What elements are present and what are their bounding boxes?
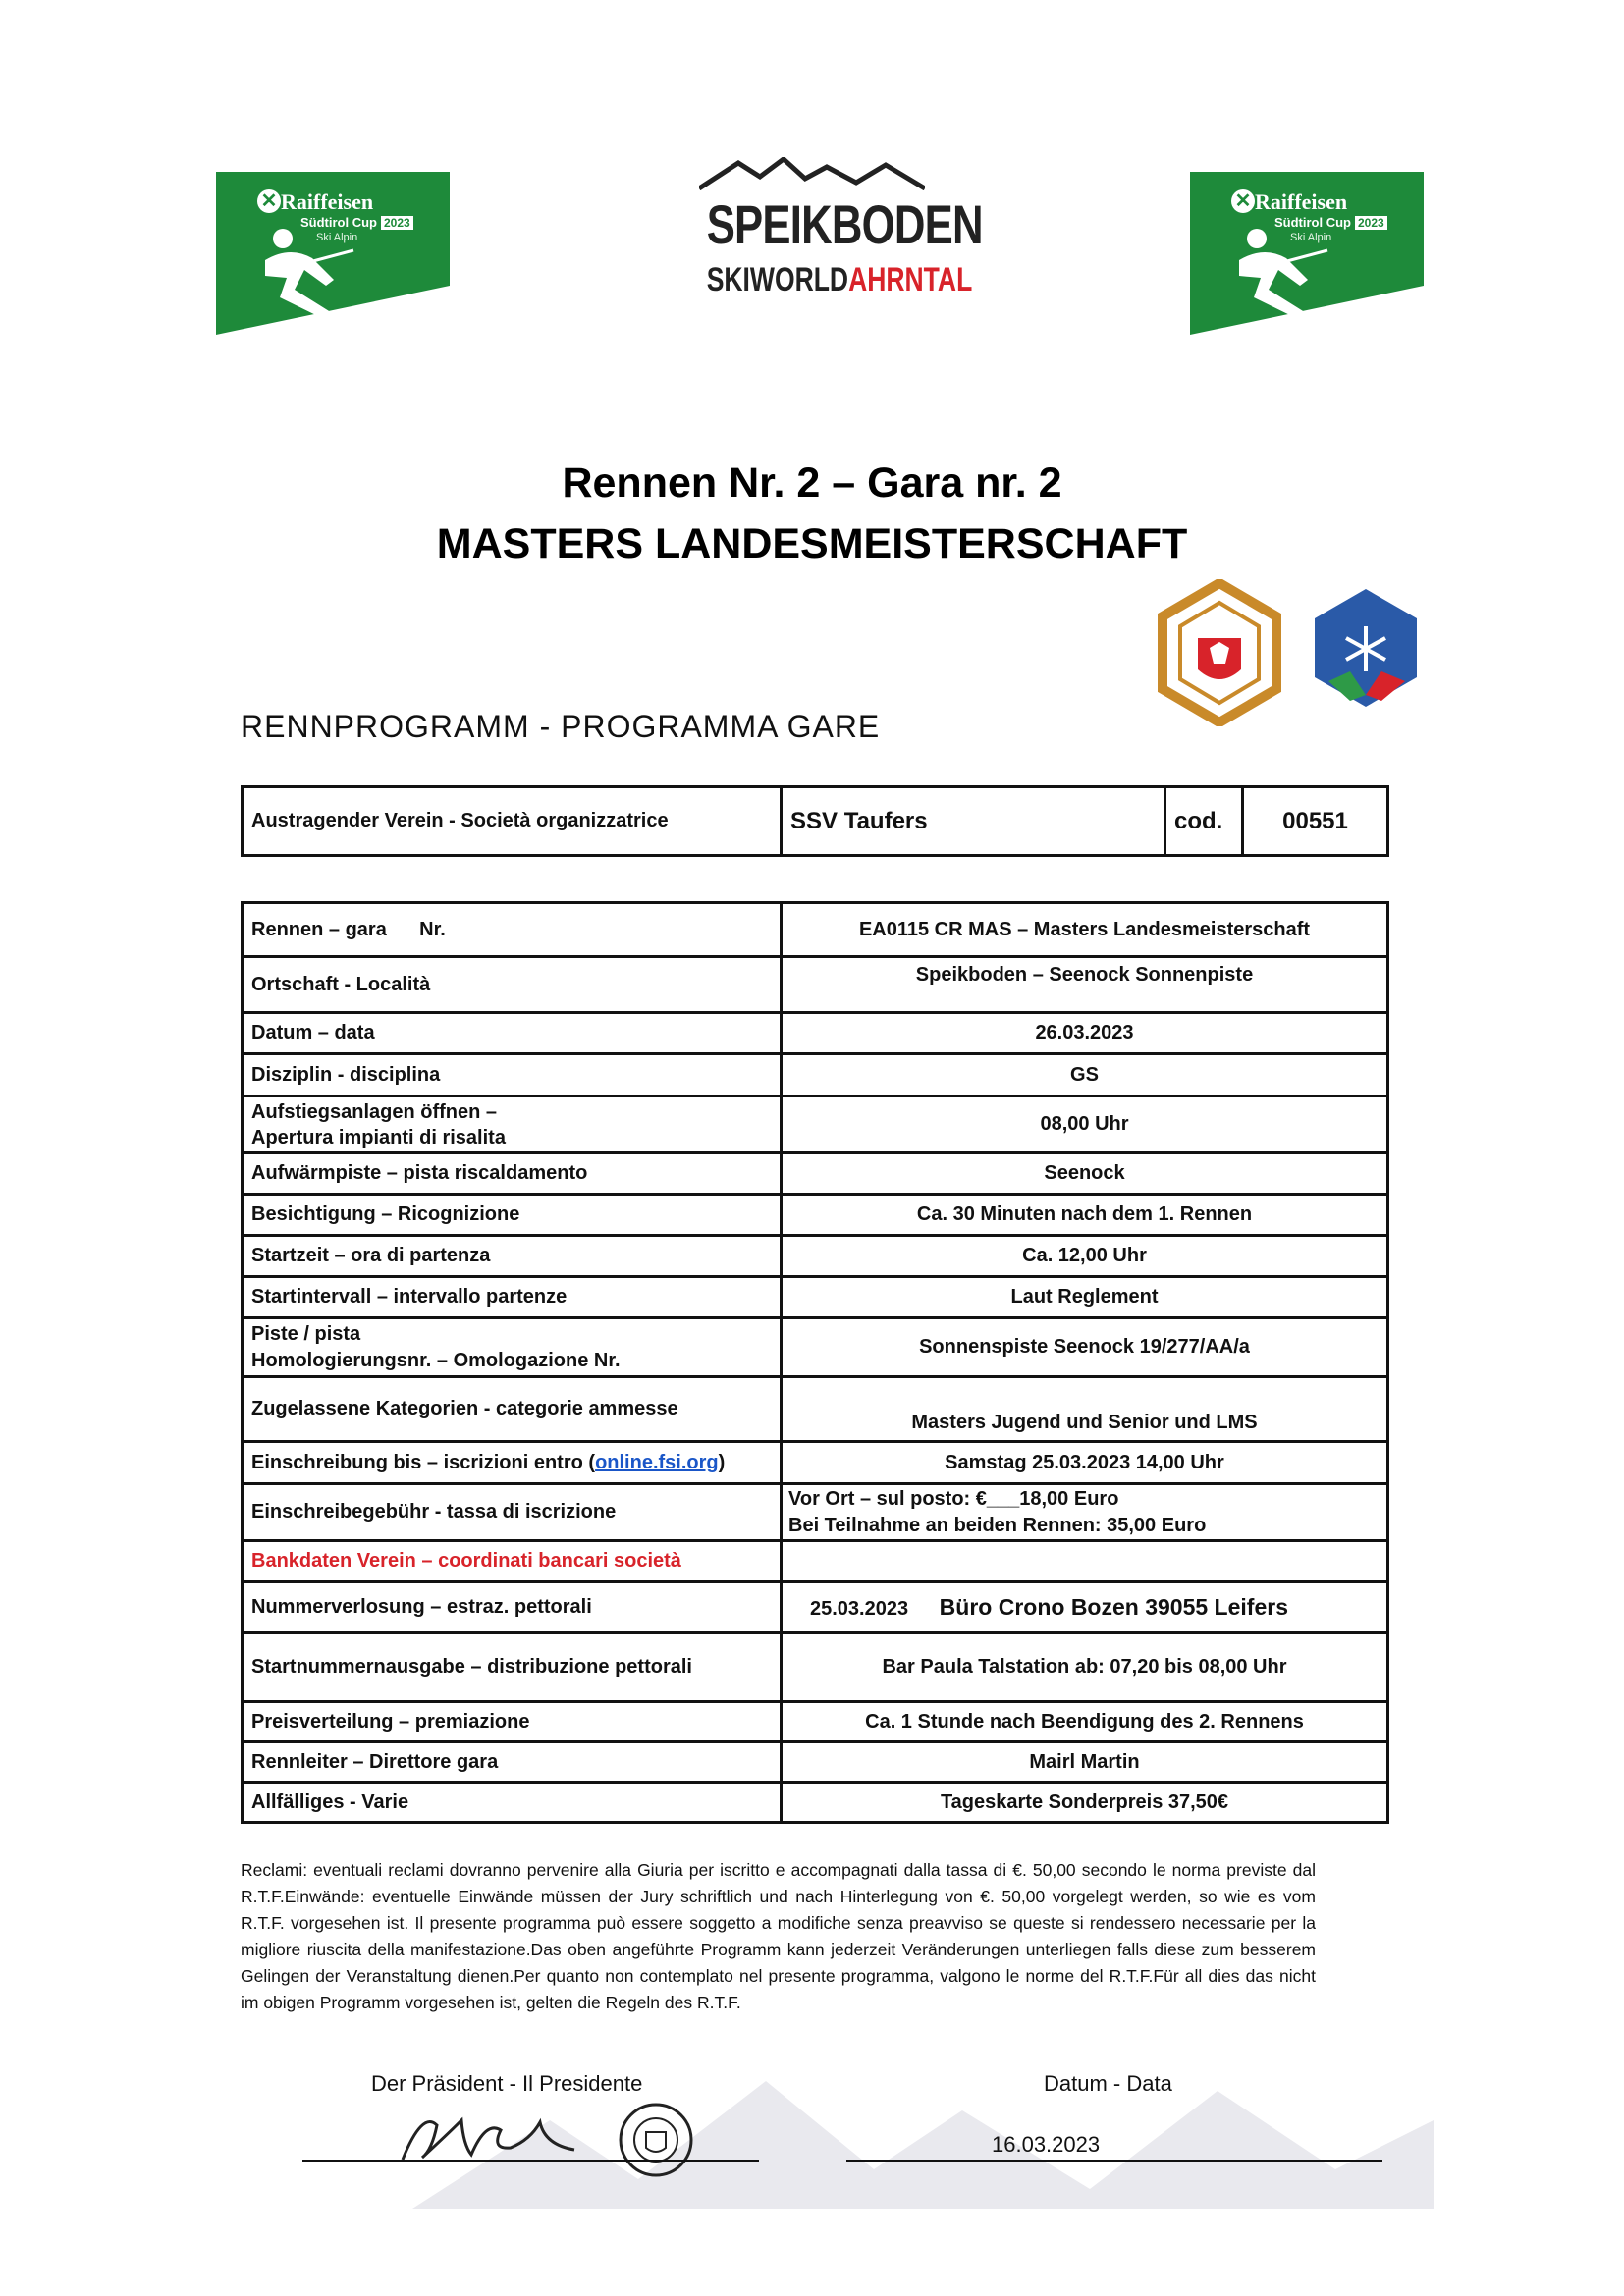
row-value-fee <box>782 1484 1388 1541</box>
snow-wedge <box>216 276 450 335</box>
row-label-date: Datum – data <box>243 1013 782 1054</box>
title-line-2: MASTERS LANDESMEISTERSCHAFT <box>436 520 1188 567</box>
row-value-director: Mairl Martin <box>782 1742 1388 1783</box>
row-label-draw: Nummerverlosung – estraz. pettorali <box>243 1582 782 1633</box>
table-row <box>243 1377 1388 1442</box>
row-value-piste: Sonnenspiste Seenock 19/277/AA/a <box>782 1318 1388 1377</box>
table-row <box>243 1153 1388 1195</box>
cup-brand: Raiffeisen <box>281 189 374 214</box>
raiffeisen-cross-icon: ✕ <box>257 189 281 213</box>
row-label-awards: Preisverteilung – premiazione <box>243 1702 782 1742</box>
cup-subtitle: Südtirol Cup 2023 <box>1274 215 1387 230</box>
row-label-start-interval: Startintervall – intervallo partenze <box>243 1277 782 1318</box>
table-row <box>243 1541 1388 1582</box>
table-row <box>243 1702 1388 1742</box>
lifts-label-de: Aufstiegsanlagen öffnen – <box>251 1100 498 1123</box>
cup-brand: Raiffeisen <box>1255 189 1348 214</box>
row-label-misc: Allfälliges - Varie <box>243 1783 782 1823</box>
row-value-inspection: Ca. 30 Minuten nach dem 1. Rennen <box>782 1195 1388 1236</box>
table-row <box>243 1783 1388 1823</box>
president-label: Der Präsident - Il Presidente <box>371 2071 643 2096</box>
row-label-piste <box>243 1318 782 1377</box>
table-row <box>243 1318 1388 1377</box>
table-row <box>243 1484 1388 1541</box>
registration-link[interactable]: online.fsi.org <box>595 1451 719 1473</box>
row-value-discipline: GS <box>782 1054 1388 1096</box>
cup-discipline: Ski Alpin <box>316 232 358 243</box>
row-label-warmup: Aufwärmpiste – pista riscaldamento <box>243 1153 782 1195</box>
raiffeisen-cup-logo-right <box>1190 172 1424 335</box>
raiffeisen-cross-icon: ✕ <box>1231 189 1255 213</box>
snow-wedge <box>1190 276 1424 335</box>
speikboden-logo-subtitle: SKIWORLDAHRNTAL <box>706 261 973 298</box>
date-label: Datum - Data <box>1044 2071 1172 2096</box>
row-value-draw <box>782 1582 1388 1633</box>
lifts-label-it: Apertura impianti di risalita <box>251 1126 506 1148</box>
row-label-inspection: Besichtigung – Ricognizione <box>243 1195 782 1236</box>
table-row <box>243 787 1388 856</box>
row-label-director: Rennleiter – Direttore gara <box>243 1742 782 1783</box>
code-label: cod. <box>1165 787 1243 856</box>
row-value-warmup: Seenock <box>782 1153 1388 1195</box>
cup-subtitle: Südtirol Cup 2023 <box>300 215 413 230</box>
row-value-date: 26.03.2023 <box>782 1013 1388 1054</box>
table-row <box>243 1195 1388 1236</box>
table-row <box>243 957 1388 1013</box>
row-value-location: Speikboden – Seenock Sonnenpiste <box>782 957 1388 1013</box>
row-value-bibs: Bar Paula Talstation ab: 07,20 bis 08,00 Uhr <box>782 1633 1388 1702</box>
piste-label-1: Piste / pista <box>251 1322 361 1345</box>
code-value: 00551 <box>1243 787 1388 856</box>
organizer-value: SSV Taufers <box>782 787 1165 856</box>
date-value: 16.03.2023 <box>992 2132 1101 2157</box>
row-value-race-nr: EA0115 CR MAS – Masters Landesmeisterschaft <box>782 903 1388 957</box>
organizer-table <box>241 785 1389 857</box>
speikboden-logo-title: SPEIKBODEN <box>706 193 983 255</box>
row-value-start-interval: Laut Reglement <box>782 1277 1388 1318</box>
row-value-categories: Masters Jugend und Senior und LMS <box>782 1377 1388 1442</box>
row-value-bank <box>782 1541 1388 1582</box>
fisi-alto-adige-emblem-icon <box>1151 579 1288 726</box>
row-value-start-time: Ca. 12,00 Uhr <box>782 1236 1388 1277</box>
table-row <box>243 1582 1388 1633</box>
row-label-race-nr: Rennen – gara Nr. <box>243 903 782 957</box>
table-row <box>243 1442 1388 1484</box>
date-line <box>846 2160 1382 2162</box>
table-row <box>243 1742 1388 1783</box>
table-row <box>243 1277 1388 1318</box>
footnote-text: Reclami: eventuali reclami dovranno pervenire alla Giuria per iscritto e accompagnati dalla tassa di €. 50,00 secondo le norma previste dal R.T.F.Einwände: eventuelle Einwände müssen der Jury schriftlich und nach Hinterlegung von €. 50,00 vorgelegt werden, so wie es vom R.T.F. vorgesehen ist. Il presente programma può essere soggetto a modifiche senza preavviso se queste si rendessero necessarie per la migliore riuscita della manifestazione.Das oben angeführte Programm kann jederzeit Veränderungen unterliegen falls diese zum besserem Gelingen der Veranstaltung dienen.Per quanto non contemplato nel presente programma, valgono le norme del R.T.F.Für all dies das nicht im obigen Programm vorgesehen ist, gelten die Regeln des R.T.F. <box>241 1860 1316 2012</box>
program-table <box>241 901 1389 1824</box>
fisi-emblem-icon <box>1311 587 1421 709</box>
row-label-bank: Bankdaten Verein – coordinati bancari società <box>243 1541 782 1582</box>
row-value-awards: Ca. 1 Stunde nach Beendigung des 2. Rennens <box>782 1702 1388 1742</box>
row-label-discipline: Disziplin - disciplina <box>243 1054 782 1096</box>
program-heading: RENNPROGRAMM - PROGRAMMA GARE <box>241 709 881 744</box>
row-label-start-time: Startzeit – ora di partenza <box>243 1236 782 1277</box>
row-label-bibs: Startnummernausgabe – distribuzione pettorali <box>243 1633 782 1702</box>
piste-label-2: Homologierungsnr. – Omologazione Nr. <box>251 1349 621 1371</box>
table-row <box>243 1054 1388 1096</box>
row-value-lifts: 08,00 Uhr <box>782 1096 1388 1153</box>
table-row <box>243 1236 1388 1277</box>
draw-place: Büro Crono Bozen 39055 Leifers <box>939 1594 1288 1620</box>
table-row <box>243 1013 1388 1054</box>
mountain-icon <box>699 157 925 190</box>
club-stamp <box>617 2091 695 2189</box>
table-row <box>243 1096 1388 1153</box>
row-label-categories: Zugelassene Kategorien - categorie ammesse <box>243 1377 782 1442</box>
raiffeisen-cup-logo-left <box>216 172 450 335</box>
draw-date: 25.03.2023 <box>810 1598 909 1620</box>
row-label-fee: Einschreibegebühr - tassa di iscrizione <box>243 1484 782 1541</box>
row-value-misc: Tageskarte Sonderpreis 37,50€ <box>782 1783 1388 1823</box>
row-label-registration: Einschreibung bis – iscrizioni entro (online.fsi.org) <box>243 1442 782 1484</box>
fee-value-local: Vor Ort – sul posto: €___18,00 Euro <box>788 1487 1119 1510</box>
row-value-registration: Samstag 25.03.2023 14,00 Uhr <box>782 1442 1388 1484</box>
fee-value-both: Bei Teilnahme an beiden Rennen: 35,00 Euro <box>788 1514 1207 1536</box>
table-row <box>243 1633 1388 1702</box>
row-label-lifts <box>243 1096 782 1153</box>
table-row <box>243 903 1388 957</box>
cup-discipline: Ski Alpin <box>1290 232 1332 243</box>
signature-line <box>302 2160 759 2162</box>
title-line-1: Rennen Nr. 2 – Gara nr. 2 <box>562 459 1062 507</box>
row-label-location: Ortschaft - Località <box>243 957 782 1013</box>
organizer-label: Austragender Verein - Società organizzatrice <box>243 787 782 856</box>
